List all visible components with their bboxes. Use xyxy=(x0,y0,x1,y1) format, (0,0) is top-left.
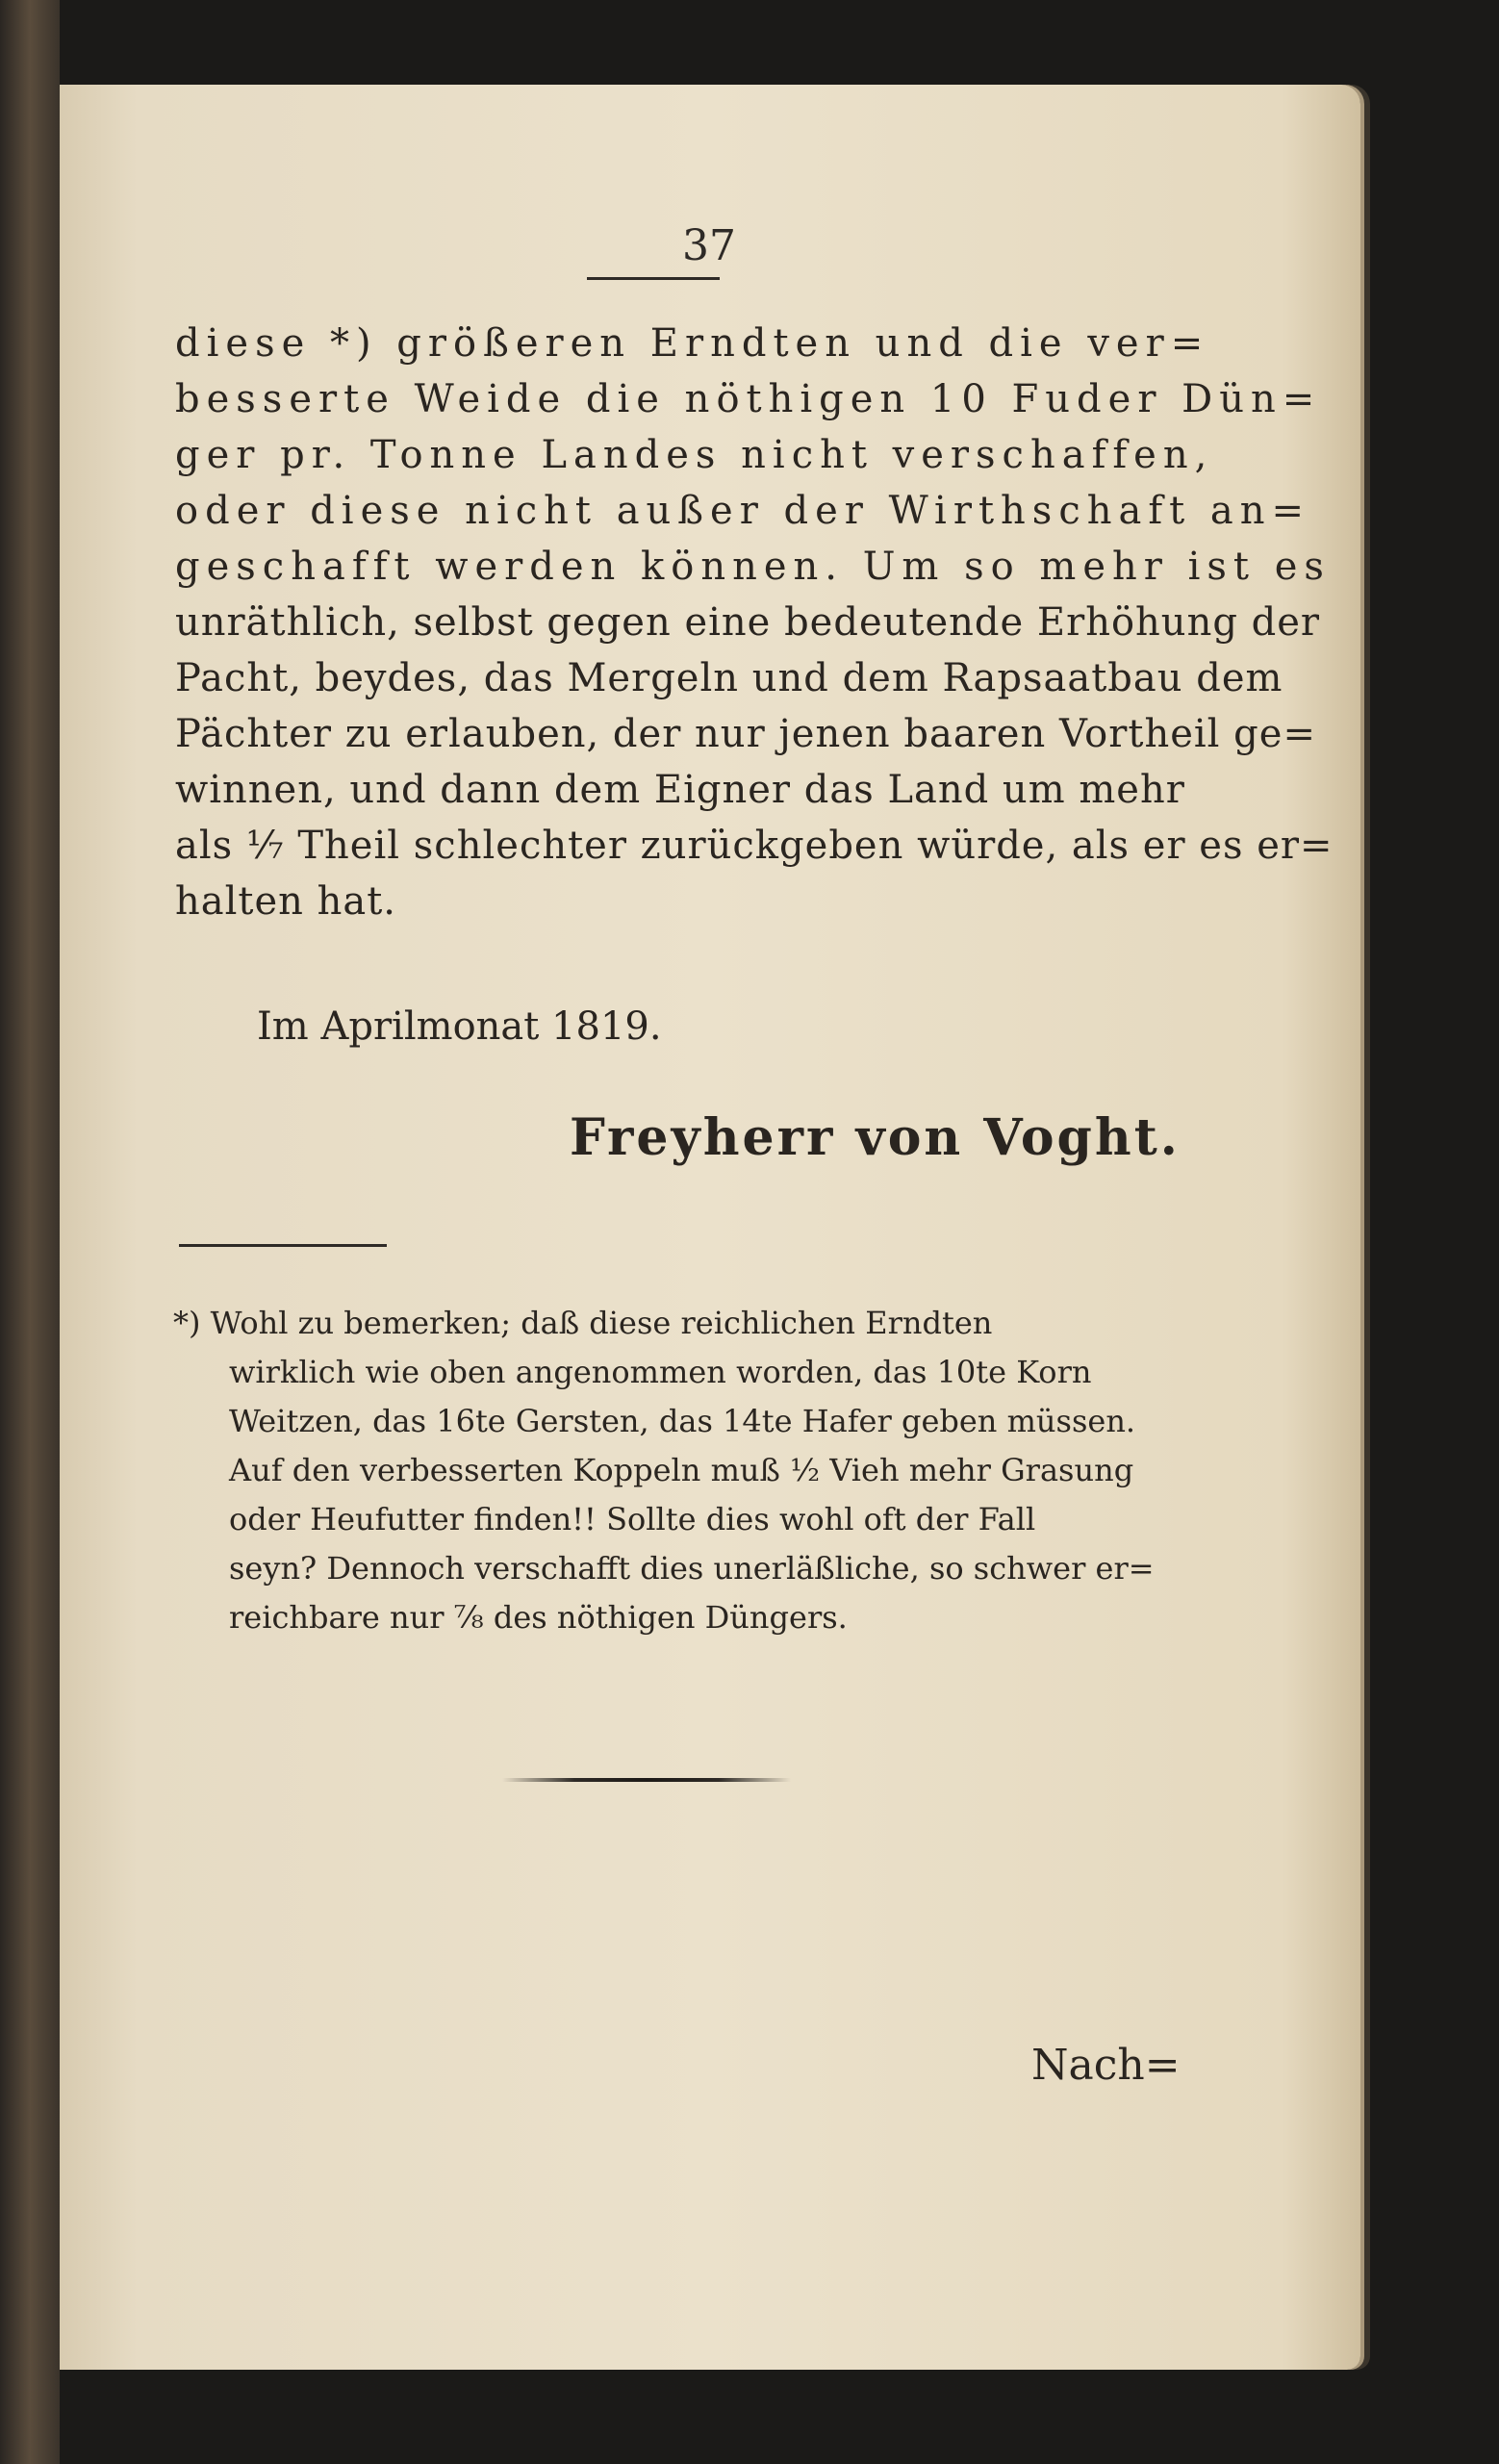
body-line: als ⅐ Theil schlechter zurückgeben würde, als er es er= xyxy=(175,824,1334,868)
body-line: Pächter zu erlauben, der nur jenen baaren Vortheil ge= xyxy=(175,712,1316,756)
body-paragraph xyxy=(175,316,1334,929)
signature: Freyherr von Voght. xyxy=(570,1108,1181,1167)
body-line: unräthlich, selbst gegen eine bedeutende Erhöhung der xyxy=(175,600,1321,645)
footnote-line: Weitzen, das 16te Gersten, das 14te Hafer geben müssen. xyxy=(229,1403,1136,1439)
body-line: winnen, und dann dem Eigner das Land um mehr xyxy=(175,768,1185,812)
footnote xyxy=(173,1299,1260,1642)
page-number-rule xyxy=(587,277,720,280)
catchword: Nach= xyxy=(1031,2041,1181,2090)
body-line: geschafft werden können. Um so mehr ist es xyxy=(175,545,1331,589)
body-line: ger pr. Tonne Landes nicht verschaffen, xyxy=(175,433,1214,477)
footnote-line: Auf den verbesserten Koppeln muß ½ Vieh mehr Grasung xyxy=(229,1452,1134,1488)
book-page xyxy=(60,85,1360,2370)
footnote-rule xyxy=(179,1244,387,1247)
body-line: oder diese nicht außer der Wirthschaft an= xyxy=(175,489,1311,533)
date-line: Im Aprilmonat 1819. xyxy=(257,1004,662,1049)
footnote-line: wirklich wie oben angenommen worden, das 10te Korn xyxy=(229,1354,1092,1390)
footnote-line: seyn? Dennoch verschafft dies unerläßliche, so schwer er= xyxy=(229,1550,1155,1587)
footnote-line: reichbare nur ⅞ des nöthigen Düngers. xyxy=(229,1599,848,1636)
body-line: Pacht, beydes, das Mergeln und dem Rapsaatbau dem xyxy=(175,656,1283,700)
section-end-rule xyxy=(502,1778,791,1782)
body-line: besserte Weide die nöthigen 10 Fuder Dün= xyxy=(175,377,1322,421)
body-line: halten hat. xyxy=(175,879,397,924)
footnote-line: oder Heufutter finden!! Sollte dies wohl oft der Fall xyxy=(229,1501,1036,1537)
page-number: 37 xyxy=(682,221,736,270)
previous-page-edge xyxy=(0,0,60,2464)
footnote-line: *) Wohl zu bemerken; daß diese reichlichen Erndten xyxy=(173,1305,993,1341)
body-line: diese *) größeren Erndten und die ver= xyxy=(175,321,1210,366)
